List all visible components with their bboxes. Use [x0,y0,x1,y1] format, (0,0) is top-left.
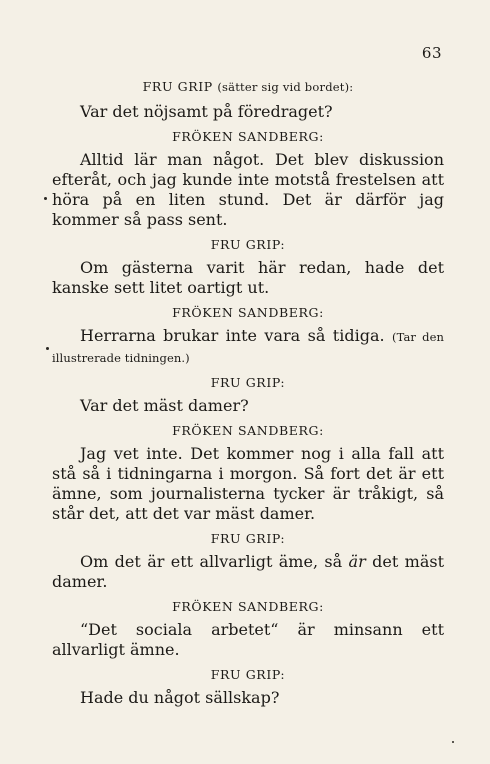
dialogue-text: Om det är ett allvarligt äme, så [80,552,349,571]
dialogue-text: det mäst damer. [52,552,444,591]
speaker-heading: FRÖKEN SANDBERG: [172,129,324,144]
speaker-heading: FRU GRIP: [210,531,286,546]
speaker-heading: FRU GRIP: [210,667,286,682]
dialogue-line [52,326,444,368]
dialogue-line: “Det sociala arbetet“ är minsann ett allvarligt ämne. [52,620,444,659]
dialogue-line [52,552,444,592]
print-speck [452,741,454,743]
speaker-heading: FRÖKEN SANDBERG: [172,599,324,614]
play-text [52,72,444,714]
speaker-heading: FRU GRIP: [210,375,286,390]
speaker-heading: FRU GRIP: [210,237,286,252]
print-speck [46,347,49,350]
speaker-name: FRU GRIP [142,79,213,94]
stage-direction: (sätter sig vid bordet): [217,80,354,94]
dialogue-text: Herrarna brukar inte vara så tidiga. [80,326,385,345]
dialogue-line: Var det nöjsamt på föredraget? [80,102,333,121]
page-number: 63 [421,44,442,62]
speaker-heading: FRÖKEN SANDBERG: [172,305,324,320]
speaker-heading: FRÖKEN SANDBERG: [172,423,324,438]
dialogue-line: Jag vet inte. Det kommer nog i alla fall att stå så i tidningarna i morgon. Så fort det är ett ämne, som journalisterna tycker är tråkigt, så står det, att det var mäst damer. [52,444,444,523]
print-speck [44,197,47,200]
dialogue-line: Alltid lär man något. Det blev diskussion efteråt, och jag kunde inte motstå frestelsen att höra på en liten stund. Det är därför jag kommer så pass sent. [52,150,444,229]
dialogue-line: Var det mäst damer? [80,396,249,415]
dialogue-line: Om gästerna varit här redan, hade det kanske sett litet oartigt ut. [52,258,444,297]
emphasized-word: är [348,552,366,571]
speaker-heading [52,78,444,96]
stage-direction: (Tar den illustrerade tidningen.) [52,330,445,365]
dialogue-line: Hade du något sällskap? [80,688,280,707]
